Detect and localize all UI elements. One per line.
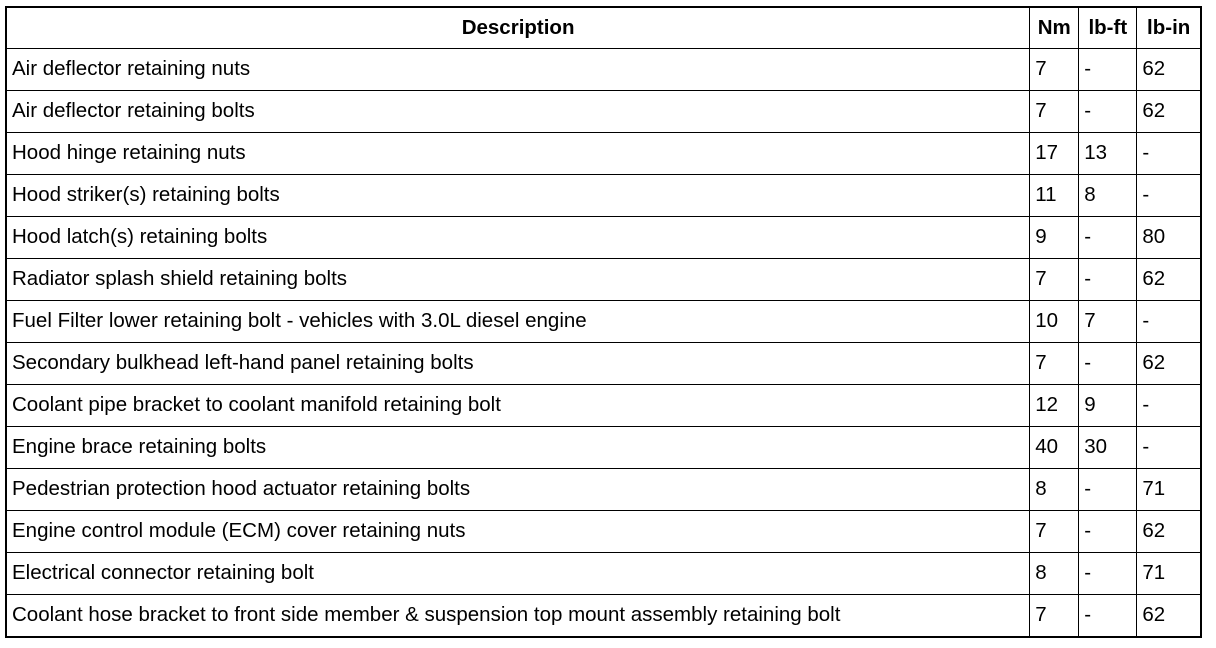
- lbft-value-cell: -: [1079, 469, 1137, 511]
- nm-value-cell: 7: [1030, 511, 1079, 553]
- lbft-value-cell: -: [1079, 595, 1137, 638]
- lbft-value-cell: 30: [1079, 427, 1137, 469]
- description-cell: Coolant hose bracket to front side member & suspension top mount assembly retaining bolt: [6, 595, 1030, 638]
- description-cell: Radiator splash shield retaining bolts: [6, 259, 1030, 301]
- table-row: [6, 259, 1201, 301]
- lbft-value-cell: -: [1079, 91, 1137, 133]
- lbin-value-cell: 71: [1137, 469, 1201, 511]
- description-cell: Hood hinge retaining nuts: [6, 133, 1030, 175]
- lbin-value-cell: 71: [1137, 553, 1201, 595]
- nm-value-cell: 9: [1030, 217, 1079, 259]
- table-row: [6, 385, 1201, 427]
- table-row: [6, 595, 1201, 638]
- lbin-value-cell: 80: [1137, 217, 1201, 259]
- description-cell: Pedestrian protection hood actuator retaining bolts: [6, 469, 1030, 511]
- lbin-value-cell: -: [1137, 175, 1201, 217]
- description-cell: Hood striker(s) retaining bolts: [6, 175, 1030, 217]
- lbin-value-cell: 62: [1137, 259, 1201, 301]
- lbft-value-cell: 8: [1079, 175, 1137, 217]
- nm-value-cell: 7: [1030, 259, 1079, 301]
- description-column-header: Description: [6, 7, 1030, 49]
- lbft-value-cell: 7: [1079, 301, 1137, 343]
- lbft-value-cell: -: [1079, 259, 1137, 301]
- description-cell: Secondary bulkhead left-hand panel retaining bolts: [6, 343, 1030, 385]
- lbin-value-cell: 62: [1137, 511, 1201, 553]
- table-row: [6, 217, 1201, 259]
- lbin-value-cell: 62: [1137, 91, 1201, 133]
- lbin-value-cell: 62: [1137, 49, 1201, 91]
- nm-value-cell: 40: [1030, 427, 1079, 469]
- description-cell: Air deflector retaining nuts: [6, 49, 1030, 91]
- lbin-value-cell: 62: [1137, 595, 1201, 638]
- nm-value-cell: 7: [1030, 595, 1079, 638]
- table-header-row: [6, 7, 1201, 49]
- description-cell: Fuel Filter lower retaining bolt - vehicles with 3.0L diesel engine: [6, 301, 1030, 343]
- description-cell: Air deflector retaining bolts: [6, 91, 1030, 133]
- nm-column-header: Nm: [1030, 7, 1079, 49]
- nm-value-cell: 7: [1030, 343, 1079, 385]
- table-row: [6, 175, 1201, 217]
- table-body: [6, 49, 1201, 638]
- nm-value-cell: 7: [1030, 91, 1079, 133]
- lbft-value-cell: -: [1079, 553, 1137, 595]
- table-row: [6, 469, 1201, 511]
- nm-value-cell: 8: [1030, 469, 1079, 511]
- lbin-value-cell: -: [1137, 301, 1201, 343]
- lbin-column-header: lb-in: [1137, 7, 1201, 49]
- table-row: [6, 301, 1201, 343]
- nm-value-cell: 17: [1030, 133, 1079, 175]
- table-row: [6, 427, 1201, 469]
- lbin-value-cell: -: [1137, 133, 1201, 175]
- description-cell: Electrical connector retaining bolt: [6, 553, 1030, 595]
- nm-value-cell: 8: [1030, 553, 1079, 595]
- lbft-value-cell: -: [1079, 217, 1137, 259]
- torque-specification-table: [5, 6, 1202, 638]
- lbin-value-cell: -: [1137, 385, 1201, 427]
- lbft-value-cell: 9: [1079, 385, 1137, 427]
- lbft-column-header: lb-ft: [1079, 7, 1137, 49]
- description-cell: Engine brace retaining bolts: [6, 427, 1030, 469]
- lbft-value-cell: -: [1079, 343, 1137, 385]
- lbft-value-cell: -: [1079, 511, 1137, 553]
- table-row: [6, 343, 1201, 385]
- table-row: [6, 511, 1201, 553]
- table-row: [6, 49, 1201, 91]
- table-row: [6, 553, 1201, 595]
- lbft-value-cell: -: [1079, 49, 1137, 91]
- nm-value-cell: 10: [1030, 301, 1079, 343]
- nm-value-cell: 12: [1030, 385, 1079, 427]
- lbin-value-cell: 62: [1137, 343, 1201, 385]
- description-cell: Coolant pipe bracket to coolant manifold retaining bolt: [6, 385, 1030, 427]
- lbft-value-cell: 13: [1079, 133, 1137, 175]
- nm-value-cell: 7: [1030, 49, 1079, 91]
- table-row: [6, 133, 1201, 175]
- description-cell: Hood latch(s) retaining bolts: [6, 217, 1030, 259]
- table-row: [6, 91, 1201, 133]
- description-cell: Engine control module (ECM) cover retaining nuts: [6, 511, 1030, 553]
- nm-value-cell: 11: [1030, 175, 1079, 217]
- lbin-value-cell: -: [1137, 427, 1201, 469]
